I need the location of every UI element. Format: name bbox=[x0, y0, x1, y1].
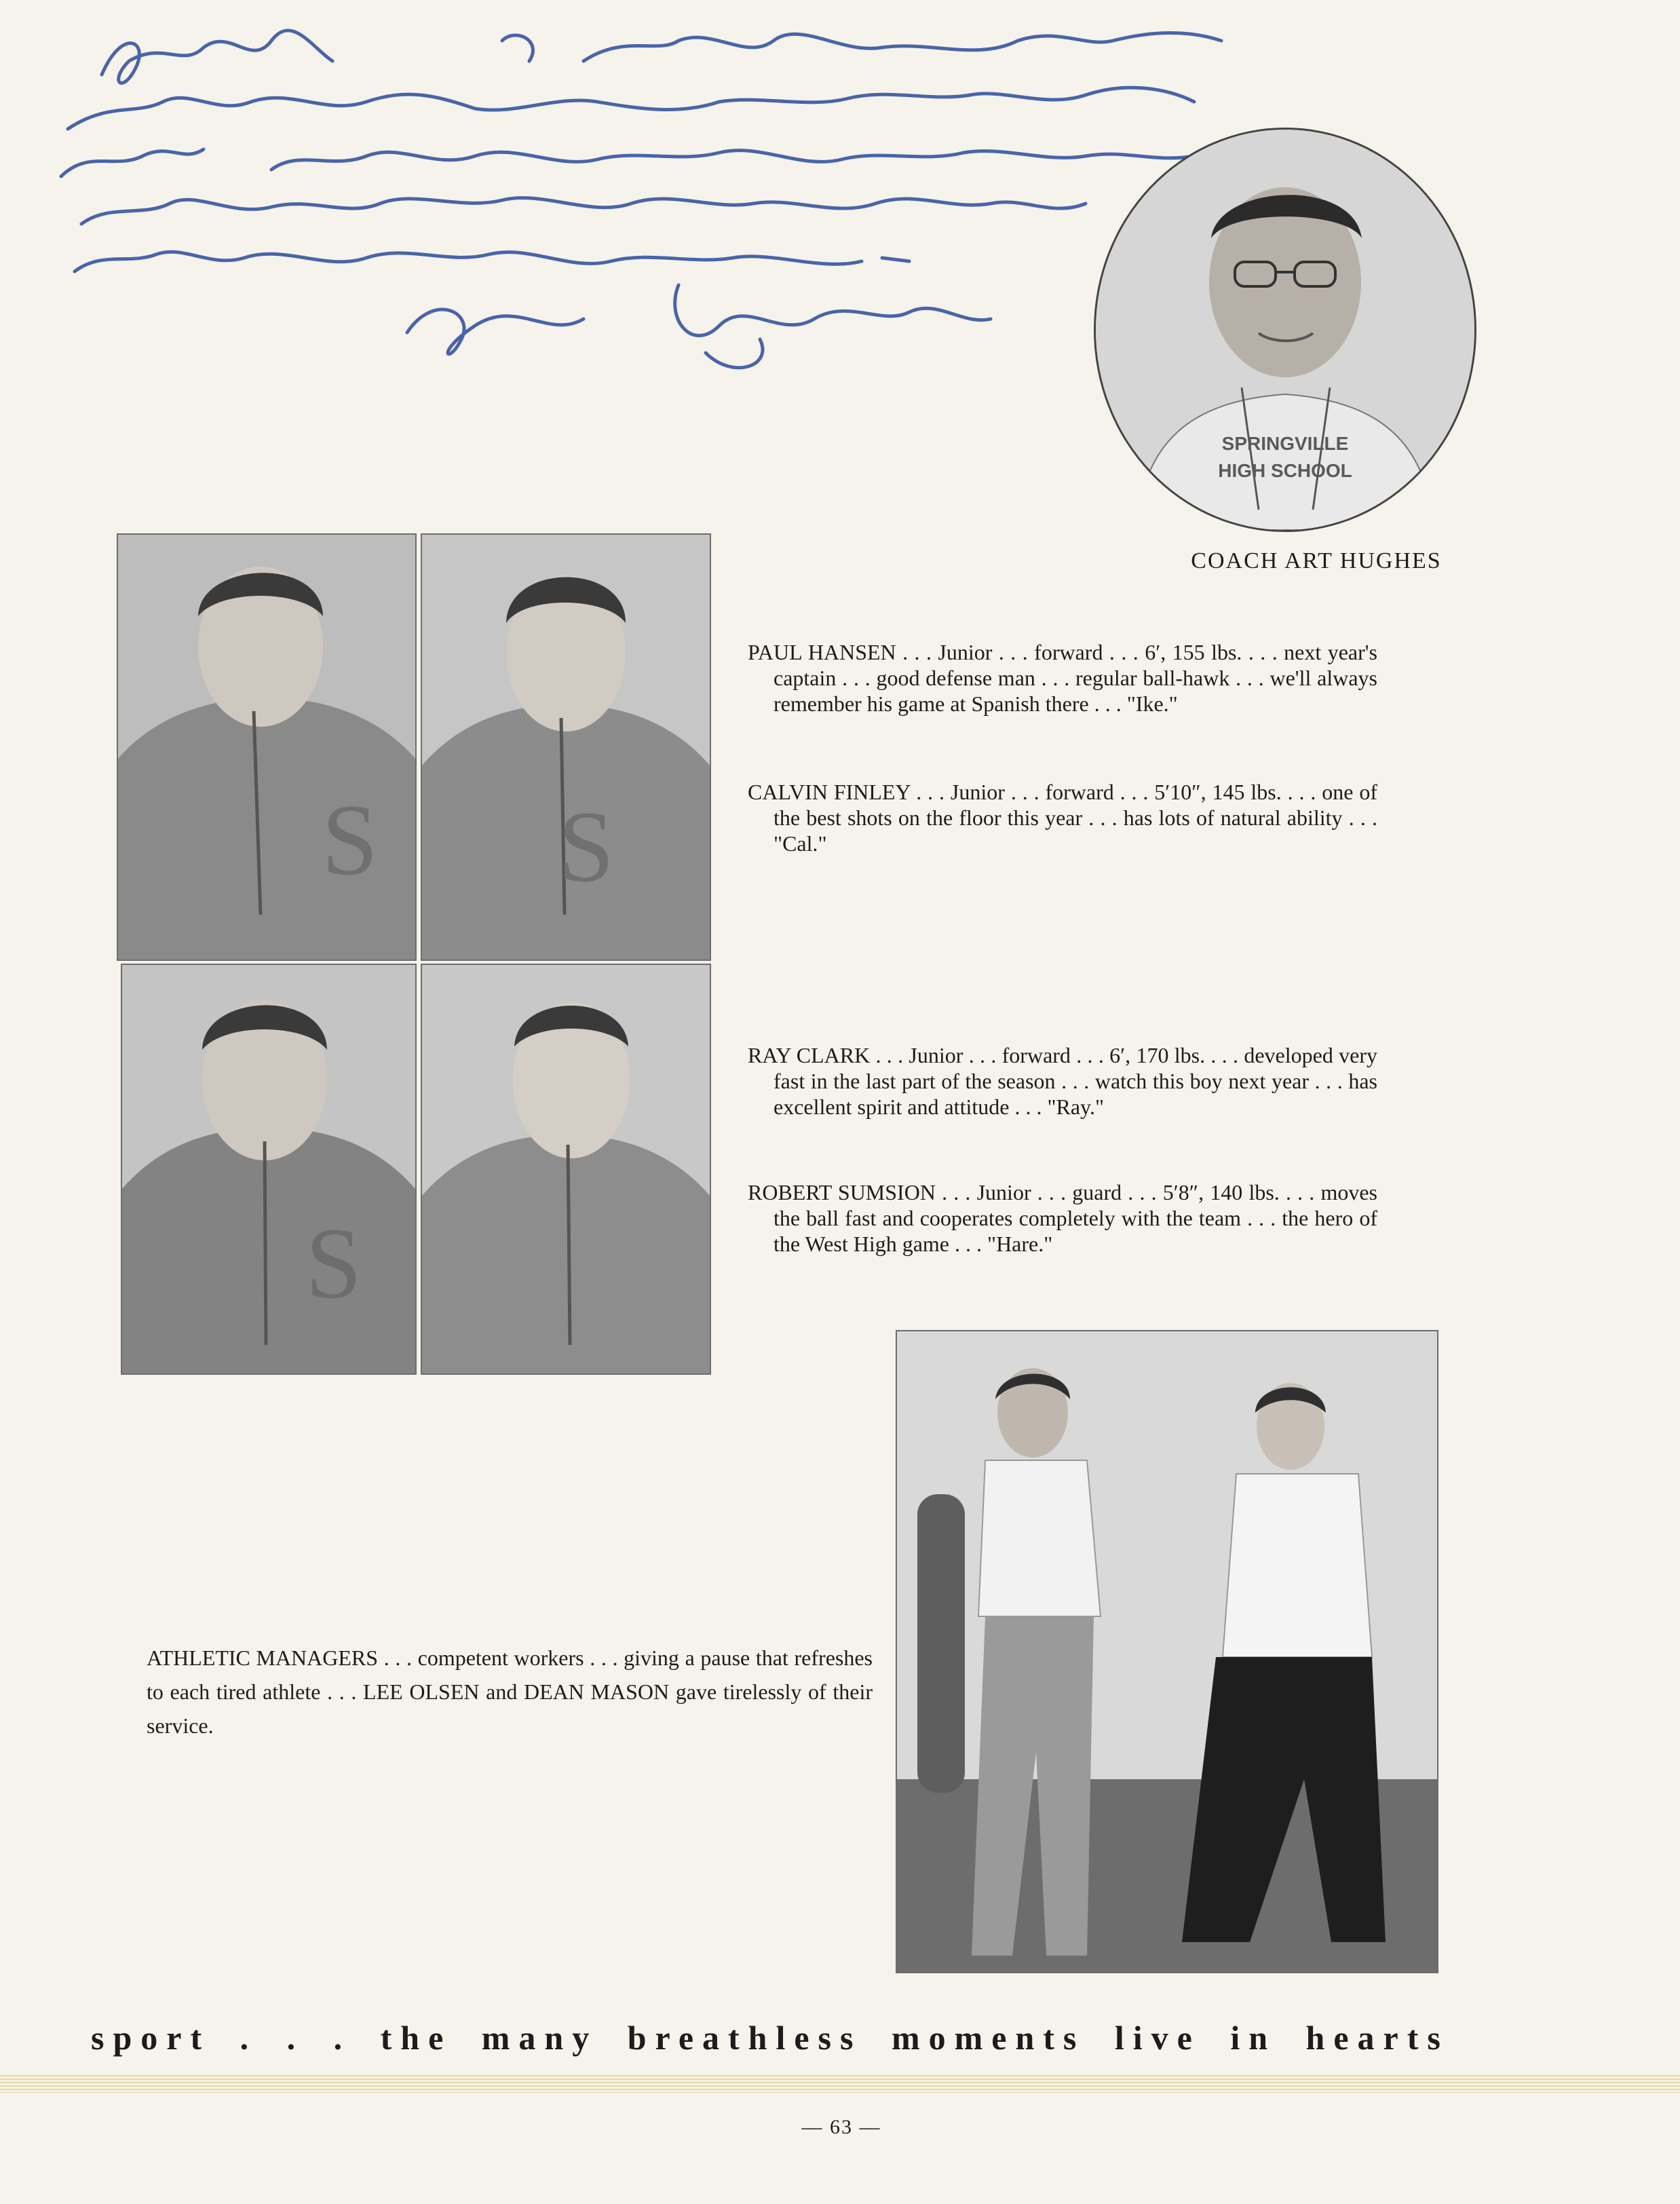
player-photo-calvin-finley bbox=[421, 533, 711, 961]
player-photo-ray-clark bbox=[121, 964, 417, 1375]
footer-slogan: sport . . . the many breathless moments live in hearts bbox=[91, 2019, 1449, 2057]
coach-shirt-line1: SPRINGVILLE bbox=[1221, 433, 1349, 454]
coach-portrait bbox=[1094, 128, 1476, 532]
managers-caption: ATHLETIC MANAGERS . . . competent workers . . . giving a pause that refreshes to each tired athlete . . . LEE OLSEN and DEAN MASON gave tirelessly of their service. bbox=[147, 1646, 873, 1738]
bio-calvin-finley: CALVIN FINLEY . . . Junior . . . forward . . . 5′10″, 145 lbs. . . . one of the best shots on the floor this year . . . has lots of natural ability . . . "Cal." bbox=[748, 780, 1377, 856]
managers-figures bbox=[897, 1331, 1437, 1972]
jacket-letter: S bbox=[558, 791, 615, 903]
coach-shirt-line2: HIGH SCHOOL bbox=[1218, 460, 1352, 481]
bio-robert-sumsion: ROBERT SUMSION . . . Junior . . . guard . . . 5′8″, 140 lbs. . . . moves the ball fast and cooperates completely with the team . . . the hero of the West High game . . . "Hare." bbox=[748, 1180, 1377, 1256]
coach-caption: COACH ART HUGHES bbox=[1191, 548, 1442, 573]
jacket-letter: S bbox=[322, 784, 379, 896]
player-figure bbox=[422, 965, 710, 1373]
player-photo-robert-sumsion bbox=[421, 964, 711, 1375]
player-figure bbox=[122, 965, 415, 1373]
player-figure bbox=[118, 535, 415, 960]
page-number: — 63 — bbox=[801, 2116, 881, 2138]
bio-paul-hansen: PAUL HANSEN . . . Junior . . . forward . . . 6′, 155 lbs. . . . next year's captain . . . good defense man . . . regular ball-hawk . . . we'll always remember his game at Spanish there . . . "Ike." bbox=[748, 640, 1377, 716]
jacket-letter: S bbox=[305, 1207, 362, 1320]
coach-figure bbox=[1096, 130, 1474, 530]
footer-rule bbox=[0, 2075, 1680, 2093]
bio-ray-clark: RAY CLARK . . . Junior . . . forward . . . 6′, 170 lbs. . . . developed very fast in the last part of the season . . . watch this boy next year . . . has excellent spirit and attitude . . . "Ray." bbox=[748, 1043, 1377, 1119]
player-photo-paul-hansen bbox=[117, 533, 417, 961]
player-figure bbox=[422, 535, 710, 960]
managers-photo bbox=[896, 1330, 1438, 1973]
